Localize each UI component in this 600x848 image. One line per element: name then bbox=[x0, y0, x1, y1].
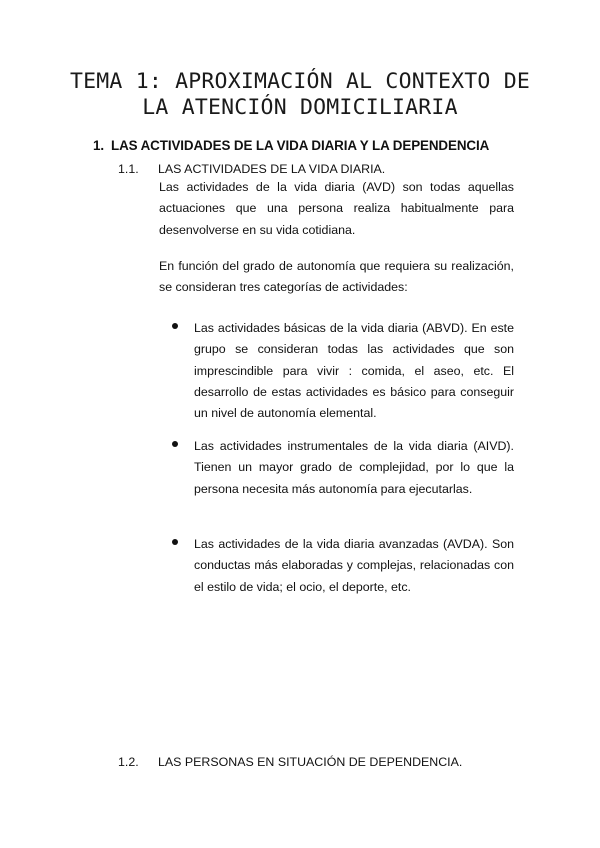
list-item-text bbox=[194, 436, 514, 500]
subsection-number: 1.2. bbox=[118, 755, 139, 769]
paragraph-categories-intro: En función del grado de autonomía que requiera su realización, se consideran tres categorías de actividades: bbox=[159, 259, 514, 295]
list-item-lead: Las actividades de la vida diaria avanzadas (AVDA). bbox=[194, 537, 488, 551]
list-item-lead: Las actividades básicas de la vida diaria (ABVD). bbox=[194, 321, 468, 335]
page-title-line-1: TEMA 1: APROXIMACIÓN AL CONTEXTO DE bbox=[69, 69, 531, 94]
bullet-icon bbox=[172, 441, 178, 447]
bullet-icon bbox=[172, 539, 178, 545]
bullet-icon bbox=[172, 323, 178, 329]
subsection-number: 1.1. bbox=[118, 162, 139, 176]
paragraph-avd-definition: Las actividades de la vida diaria (AVD) son todas aquellas actuaciones que una persona realiza habitualmente para desenvolverse en su vida cotidiana. bbox=[159, 180, 514, 237]
subsection-heading-text: LAS ACTIVIDADES DE LA VIDA DIARIA. bbox=[158, 162, 386, 176]
list-item-body: Son conductas más elaboradas y complejas, relacionadas con el estilo de vida; el ocio, el deporte, etc. bbox=[194, 537, 514, 594]
section-heading-text: LAS ACTIVIDADES DE LA VIDA DIARIA Y LA DEPENDENCIA bbox=[111, 138, 490, 153]
page-title bbox=[60, 69, 540, 121]
section-number: 1. bbox=[93, 138, 104, 153]
subsection-heading-1-2 bbox=[118, 755, 462, 769]
list-item-text bbox=[194, 534, 514, 598]
list-item-body: Tienen un mayor grado de complejidad, por lo que la persona necesita más autonomía para ejecutarlas. bbox=[194, 460, 514, 496]
section-heading-1 bbox=[93, 138, 489, 153]
list-item-text bbox=[194, 318, 514, 424]
list-item-body: En este grupo se consideran todas las actividades que son imprescindible para vivir : comida, el aseo, etc. El desarrollo de estas actividades es básico para conseguir un nivel de autonomía elemental. bbox=[194, 321, 514, 421]
list-item-lead: Las actividades instrumentales de la vida diaria (AIVD). bbox=[194, 439, 514, 453]
subsection-heading-text: LAS PERSONAS EN SITUACIÓN DE DEPENDENCIA. bbox=[158, 755, 463, 769]
subsection-heading-1-1 bbox=[118, 162, 385, 176]
page-title-line-2: LA ATENCIÓN DOMICILIARIA bbox=[142, 95, 458, 120]
